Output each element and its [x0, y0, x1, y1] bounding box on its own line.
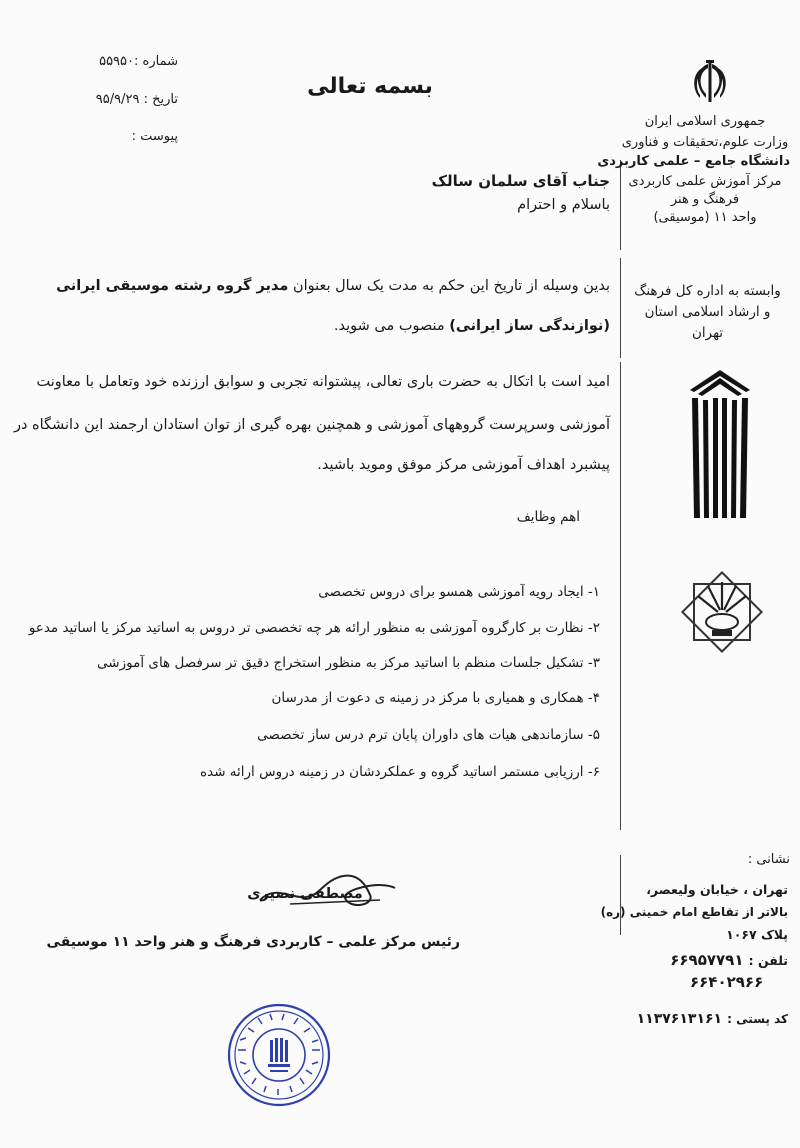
org-center: مرکز آموزش علمی کاربردی	[628, 174, 782, 189]
sidebar-divider	[620, 362, 621, 830]
address-line: تهران ، خیابان ولیعصر،	[646, 882, 788, 897]
duty-item: ۱- ایجاد رویه آموزشی همسو برای دروس تخصصی	[318, 584, 600, 600]
appointment-specialty: (نوازندگی ساز ایرانی)	[449, 318, 610, 334]
paragraph-line: آموزشی وسرپرست گروههای آموزشی و همچنین بهره گیری از توان استادان ارجمند این دانشگاه در	[13, 417, 610, 433]
paragraph-line: امید است با اتکال به حضرت باری تعالی، پیشتوانه تجربی و سوابق ارزنده خود وتعامل با معاونت	[36, 374, 610, 390]
org-university: دانشگاه جامع – علمی کاربردی	[597, 154, 790, 169]
duty-item: ۲- نظارت بر کارگروه آموزشی به منظور ارائه هر چه تخصصی تر دروس به اساتید مرکز یا اساتید مدعو	[28, 620, 600, 636]
address-line: بالاتر از تقاطع امام خمینی (ره)	[600, 905, 788, 919]
number-value: ۵۵۹۵۰	[99, 54, 135, 69]
attachment-label: پیوست :	[131, 129, 178, 144]
phone-value-2: ۶۶۴۰۲۹۶۶	[690, 973, 764, 991]
duties-heading: اهم وظایف	[516, 509, 580, 525]
sidebar-divider	[620, 855, 621, 935]
affiliation-line: تهران	[691, 325, 724, 341]
recipient: جناب آقای سلمان سالک	[431, 172, 610, 190]
paragraph-line: پیشبرد اهداف آموزشی مرکز موفق وموید باشید.	[317, 457, 610, 473]
org-ministry: وزارت علوم،تحقیقات و فناوری	[621, 135, 789, 150]
iran-emblem-logo	[686, 58, 734, 106]
duty-item: ۴- همکاری و همیاری با مرکز در زمینه ی دعوت از مدرسان	[271, 690, 600, 706]
phone-label: تلفن :	[748, 953, 788, 968]
number-label: شماره :	[134, 54, 178, 69]
greeting: باسلام و احترام	[517, 197, 610, 213]
university-pen-logo	[680, 368, 760, 528]
affiliation-line: وابسته به اداره کل فرهنگ	[634, 283, 781, 299]
affiliation-line: و ارشاد اسلامی استان	[644, 304, 771, 320]
org-field: فرهنگ و هنر	[670, 192, 740, 207]
center-star-logo	[676, 566, 768, 658]
phone-value: ۶۶۹۵۷۷۹۱	[670, 951, 744, 969]
appointment-line-1	[30, 276, 610, 296]
duty-item: ۶- ارزیابی مستمر اساتید گروه و عملکردشان در زمینه دروس ارائه شده	[200, 764, 600, 780]
address-label: نشانی :	[747, 852, 790, 867]
signer-name: مصطفی نصیری	[247, 886, 363, 902]
appointment-text-end: منصوب می شوید.	[333, 318, 450, 334]
postal-line	[636, 1008, 788, 1027]
appointment-line-2	[30, 316, 610, 336]
date-label: تاریخ :	[143, 92, 178, 107]
postal-label: کد پستی :	[727, 1012, 788, 1026]
duty-item: ۳- تشکیل جلسات منظم با اساتید مرکز به منظور استخراج دقیق تر سرفصل های آموزشی	[97, 655, 600, 671]
bismillah-heading: بسمه تعالی	[307, 74, 433, 99]
letter-number	[60, 52, 178, 72]
org-unit: واحد ۱۱ (موسیقی)	[653, 210, 757, 225]
org-country: جمهوری اسلامی ایران	[644, 114, 766, 129]
phone-line	[660, 950, 788, 969]
address-line: پلاک ۱۰۶۷	[726, 927, 788, 942]
signer-title: رئیس مرکز علمی – کاربردی فرهنگ و هنر واحد ۱۱ موسیقی	[46, 934, 460, 950]
duty-item: ۵- سازماندهی هیات های داوران پایان ترم درس ساز تخصصی	[257, 727, 600, 743]
official-stamp	[224, 1000, 334, 1110]
appointment-position: مدیر گروه رشته موسیقی ایرانی	[56, 278, 289, 294]
appointment-text: بدین وسیله از تاریخ این حکم به مدت یک سال بعنوان	[288, 278, 610, 294]
postal-value: ۱۱۳۷۶۱۳۱۶۱	[636, 1011, 723, 1027]
date-value: ۹۵/۹/۲۹	[95, 92, 140, 107]
letter-date	[60, 90, 178, 110]
